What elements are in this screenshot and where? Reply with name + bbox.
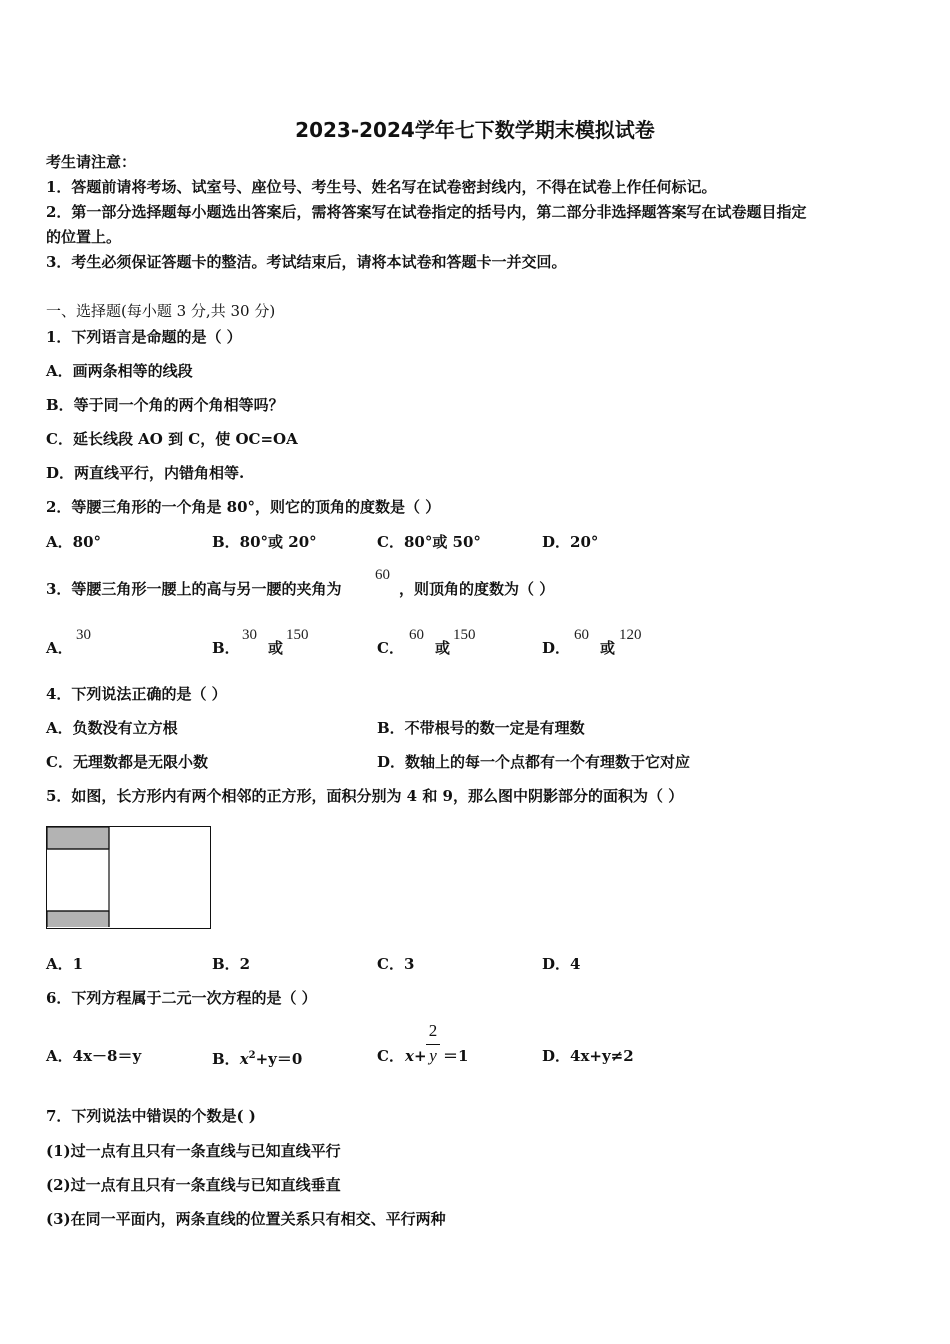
question-2-stem: 2．等腰三角形的一个角是 80°，则它的顶角的度数是（ ）: [46, 498, 441, 516]
q3-option-c-or: 或: [435, 639, 451, 657]
q3-angle-value: 60: [375, 567, 390, 583]
notice-item: 3．考生必须保证答题卡的整洁。考试结束后，请将本试卷和答题卡一并交回。: [46, 253, 567, 271]
question-7-stem: 7．下列说法中错误的个数是( ): [46, 1107, 256, 1125]
q5-option-c[interactable]: C．3: [377, 955, 415, 973]
q6-option-a[interactable]: A．4x－8＝y: [46, 1047, 142, 1065]
rectangle-figure-svg: [47, 827, 209, 927]
notice-item: 2．第一部分选择题每小题选出答案后，需将答案写在试卷指定的括号内，第二部分非选择题答案写在试卷题目指定: [46, 203, 807, 221]
q6-option-b-rest: +y＝0: [255, 1050, 303, 1068]
shaded-region-bottom: [47, 911, 109, 927]
q3-option-a-label[interactable]: A．: [46, 639, 73, 657]
q4-option-d[interactable]: D．数轴上的每一个点都有一个有理数于它对应: [377, 753, 691, 771]
question-3-stem-end: ，则顶角的度数为（ ）: [399, 580, 555, 598]
q5-option-a[interactable]: A．1: [46, 955, 84, 973]
q2-option-d[interactable]: D．20°: [542, 533, 599, 551]
q3-option-d-label[interactable]: D．: [542, 639, 571, 657]
q2-option-a[interactable]: A．80°: [46, 533, 102, 551]
q6-option-b-var: x: [239, 1050, 249, 1068]
q3-option-a-value: 30: [76, 627, 91, 643]
question-4-stem: 4．下列说法正确的是（ ）: [46, 685, 227, 703]
q6-option-d[interactable]: D．4x+y≠2: [542, 1047, 634, 1065]
q4-option-b[interactable]: B．不带根号的数一定是有理数: [377, 719, 585, 737]
notice-item: 1．答题前请将考场、试室号、座位号、考生号、姓名写在试卷密封线内，不得在试卷上作任何标记。: [46, 178, 717, 196]
q6-option-c-var: x+: [405, 1047, 427, 1065]
q3-option-b-or: 或: [268, 639, 284, 657]
question-3-stem-start: 3．等腰三角形一腰上的高与另一腰的夹角为: [46, 580, 342, 598]
rectangle-figure: [46, 826, 211, 929]
q2-option-c[interactable]: C．80°或 50°: [377, 533, 481, 551]
q1-option-b[interactable]: B．等于同一个角的两个角相等吗？: [46, 396, 284, 414]
q6-fraction-numerator: 2: [428, 1021, 438, 1040]
question-6-stem: 6．下列方程属于二元一次方程的是（ ）: [46, 989, 317, 1007]
q3-option-c-label[interactable]: C．: [377, 639, 404, 657]
q3-option-d-value1: 60: [574, 627, 589, 643]
q1-option-d[interactable]: D．两直线平行，内错角相等.: [46, 464, 245, 482]
q3-option-c-value1: 60: [409, 627, 424, 643]
q3-option-d-or: 或: [600, 639, 616, 657]
q1-option-a[interactable]: A．画两条相等的线段: [46, 362, 193, 380]
q2-option-b[interactable]: B．80°或 20°: [212, 533, 317, 551]
notice-item: 的位置上。: [46, 228, 122, 246]
q3-option-b-value2: 150: [286, 627, 309, 643]
q4-option-c[interactable]: C．无理数都是无限小数: [46, 753, 208, 771]
q6-fraction-bar: [426, 1044, 440, 1045]
q6-option-b-exponent: 2: [248, 1050, 256, 1061]
q6-fraction-denominator: y: [429, 1046, 437, 1065]
q5-option-b[interactable]: B．2: [212, 955, 251, 973]
question-5-stem: 5．如图，长方形内有两个相邻的正方形，面积分别为 4 和 9，那么图中阴影部分的面积为（ ）: [46, 787, 684, 805]
shaded-region-top: [47, 827, 109, 849]
q3-option-c-value2: 150: [453, 627, 476, 643]
q3-option-d-value2: 120: [619, 627, 642, 643]
section-heading: 一、选择题(每小题 3 分,共 30 分): [46, 302, 276, 320]
notice-heading: 考生请注意：: [46, 153, 137, 171]
q7-statement-2: (2)过一点有且只有一条直线与已知直线垂直: [46, 1176, 341, 1194]
q7-statement-1: (1)过一点有且只有一条直线与已知直线平行: [46, 1142, 341, 1160]
page-title: 2023-2024学年七下数学期末模拟试卷: [295, 118, 655, 142]
q7-statement-3: (3)在同一平面内，两条直线的位置关系只有相交、平行两种: [46, 1210, 446, 1228]
q6-option-c-rest: ＝1: [443, 1047, 469, 1065]
q6-option-b-label: B．: [212, 1050, 240, 1068]
q4-option-a[interactable]: A．负数没有立方根: [46, 719, 178, 737]
q5-option-d[interactable]: D．4: [542, 955, 581, 973]
q3-option-b-value1: 30: [242, 627, 257, 643]
q3-option-b-label[interactable]: B．: [212, 639, 240, 657]
q1-option-c[interactable]: C．延长线段 AO 到 C，使 OC=OA: [46, 430, 298, 448]
q6-option-b[interactable]: [212, 1046, 302, 1069]
q6-option-c-label[interactable]: C．: [377, 1047, 404, 1065]
question-1-stem: 1．下列语言是命题的是（ ）: [46, 328, 242, 346]
